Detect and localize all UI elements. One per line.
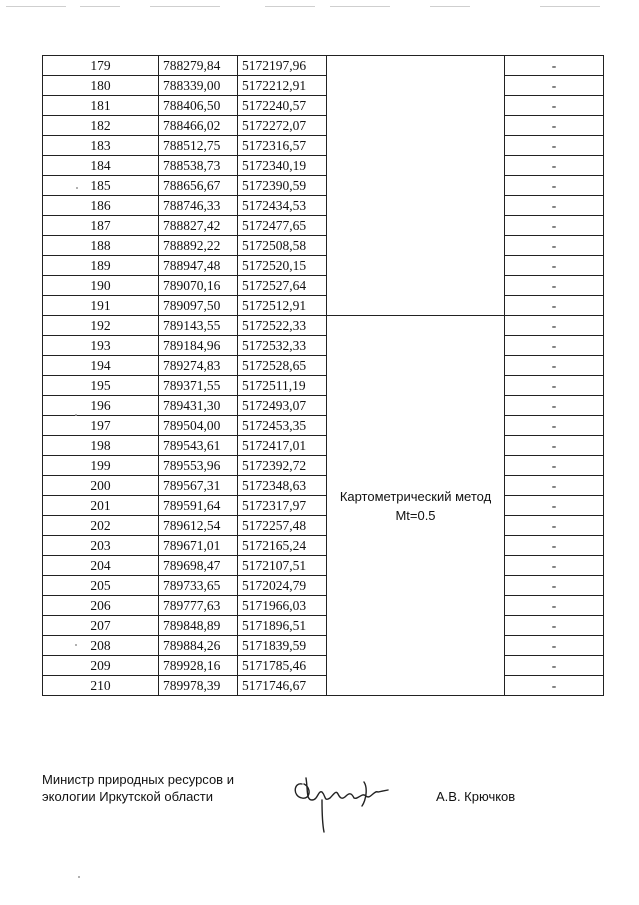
table-row	[43, 656, 604, 676]
point-number-cell: 184	[43, 156, 159, 176]
x-coordinate-cell: 789543,61	[159, 436, 238, 456]
point-number-cell: 203	[43, 536, 159, 556]
description-cell: -	[505, 256, 604, 276]
table-row	[43, 416, 604, 436]
table-row	[43, 476, 604, 496]
x-coordinate-cell: 789698,47	[159, 556, 238, 576]
y-coordinate-cell: 5172493,07	[238, 396, 327, 416]
x-coordinate-cell: 789848,89	[159, 616, 238, 636]
point-number-cell: 180	[43, 76, 159, 96]
point-number-cell: 179	[43, 56, 159, 76]
description-cell: -	[505, 316, 604, 336]
point-number-cell: 202	[43, 516, 159, 536]
y-coordinate-cell: 5172477,65	[238, 216, 327, 236]
description-cell: -	[505, 296, 604, 316]
point-number-cell: 209	[43, 656, 159, 676]
point-number-cell: 186	[43, 196, 159, 216]
y-coordinate-cell: 5172340,19	[238, 156, 327, 176]
method-cell-empty	[327, 56, 505, 316]
y-coordinate-cell: 5172511,19	[238, 376, 327, 396]
x-coordinate-cell: 788538,73	[159, 156, 238, 176]
point-number-cell: 190	[43, 276, 159, 296]
method-precision: Mt=0.5	[395, 507, 436, 523]
description-cell: -	[505, 56, 604, 76]
y-coordinate-cell: 5172165,24	[238, 536, 327, 556]
table-row	[43, 156, 604, 176]
x-coordinate-cell: 789733,65	[159, 576, 238, 596]
table-row	[43, 236, 604, 256]
x-coordinate-cell: 788512,75	[159, 136, 238, 156]
table-row	[43, 516, 604, 536]
coordinates-table	[42, 55, 604, 696]
x-coordinate-cell: 789504,00	[159, 416, 238, 436]
x-coordinate-cell: 789671,01	[159, 536, 238, 556]
x-coordinate-cell: 788406,50	[159, 96, 238, 116]
description-cell: -	[505, 216, 604, 236]
table-row	[43, 676, 604, 696]
point-number-cell: 196	[43, 396, 159, 416]
table-row	[43, 596, 604, 616]
point-number-cell: 207	[43, 616, 159, 636]
y-coordinate-cell: 5172527,64	[238, 276, 327, 296]
table-row	[43, 436, 604, 456]
point-number-cell: 208	[43, 636, 159, 656]
description-cell: -	[505, 396, 604, 416]
table-row	[43, 216, 604, 236]
signer-name: А.В. Крючков	[436, 789, 516, 804]
y-coordinate-cell: 5172532,33	[238, 336, 327, 356]
x-coordinate-cell: 788466,02	[159, 116, 238, 136]
table-row	[43, 256, 604, 276]
table-row	[43, 116, 604, 136]
point-number-cell: 189	[43, 256, 159, 276]
point-number-cell: 183	[43, 136, 159, 156]
x-coordinate-cell: 788746,33	[159, 196, 238, 216]
table-row	[43, 576, 604, 596]
y-coordinate-cell: 5172522,33	[238, 316, 327, 336]
y-coordinate-cell: 5171896,51	[238, 616, 327, 636]
description-cell: -	[505, 576, 604, 596]
y-coordinate-cell: 5171746,67	[238, 676, 327, 696]
x-coordinate-cell: 788827,42	[159, 216, 238, 236]
point-number-cell: 206	[43, 596, 159, 616]
y-coordinate-cell: 5171966,03	[238, 596, 327, 616]
table-row	[43, 276, 604, 296]
handwritten-signature	[288, 770, 398, 835]
point-number-cell: 199	[43, 456, 159, 476]
point-number-cell: 198	[43, 436, 159, 456]
description-cell: -	[505, 356, 604, 376]
y-coordinate-cell: 5172392,72	[238, 456, 327, 476]
description-cell: -	[505, 656, 604, 676]
y-coordinate-cell: 5172453,35	[238, 416, 327, 436]
scan-speck	[76, 187, 78, 189]
description-cell: -	[505, 196, 604, 216]
x-coordinate-cell: 788279,84	[159, 56, 238, 76]
point-number-cell: 194	[43, 356, 159, 376]
x-coordinate-cell: 789553,96	[159, 456, 238, 476]
y-coordinate-cell: 5171839,59	[238, 636, 327, 656]
description-cell: -	[505, 496, 604, 516]
description-cell: -	[505, 476, 604, 496]
y-coordinate-cell: 5172212,91	[238, 76, 327, 96]
description-cell: -	[505, 676, 604, 696]
y-coordinate-cell: 5172240,57	[238, 96, 327, 116]
point-number-cell: 200	[43, 476, 159, 496]
table-row	[43, 76, 604, 96]
point-number-cell: 181	[43, 96, 159, 116]
point-number-cell: 193	[43, 336, 159, 356]
description-cell: -	[505, 596, 604, 616]
minister-title-line1: Министр природных ресурсов и	[42, 772, 234, 787]
y-coordinate-cell: 5172348,63	[238, 476, 327, 496]
table-row	[43, 536, 604, 556]
method-label: Картометрический метод	[339, 488, 492, 504]
description-cell: -	[505, 636, 604, 656]
y-coordinate-cell: 5172528,65	[238, 356, 327, 376]
point-number-cell: 205	[43, 576, 159, 596]
table-row	[43, 356, 604, 376]
table-row	[43, 496, 604, 516]
y-coordinate-cell: 5172257,48	[238, 516, 327, 536]
description-cell: -	[505, 136, 604, 156]
table-row	[43, 336, 604, 356]
y-coordinate-cell: 5172317,97	[238, 496, 327, 516]
x-coordinate-cell: 789884,26	[159, 636, 238, 656]
description-cell: -	[505, 416, 604, 436]
table-row	[43, 456, 604, 476]
point-number-cell: 195	[43, 376, 159, 396]
description-cell: -	[505, 236, 604, 256]
y-coordinate-cell: 5172508,58	[238, 236, 327, 256]
point-number-cell: 201	[43, 496, 159, 516]
point-number-cell: 192	[43, 316, 159, 336]
table-row	[43, 376, 604, 396]
y-coordinate-cell: 5172272,07	[238, 116, 327, 136]
description-cell: -	[505, 556, 604, 576]
y-coordinate-cell: 5172434,53	[238, 196, 327, 216]
description-cell: -	[505, 456, 604, 476]
description-cell: -	[505, 116, 604, 136]
table-row	[43, 176, 604, 196]
table-row	[43, 316, 604, 336]
description-cell: -	[505, 336, 604, 356]
x-coordinate-cell: 789371,55	[159, 376, 238, 396]
x-coordinate-cell: 789612,54	[159, 516, 238, 536]
y-coordinate-cell: 5172107,51	[238, 556, 327, 576]
y-coordinate-cell: 5172316,57	[238, 136, 327, 156]
y-coordinate-cell: 5172512,91	[238, 296, 327, 316]
x-coordinate-cell: 788339,00	[159, 76, 238, 96]
table-row	[43, 396, 604, 416]
table-row	[43, 136, 604, 156]
point-number-cell: 187	[43, 216, 159, 236]
description-cell: -	[505, 96, 604, 116]
point-number-cell: 204	[43, 556, 159, 576]
point-number-cell: 210	[43, 676, 159, 696]
x-coordinate-cell: 789143,55	[159, 316, 238, 336]
y-coordinate-cell: 5172197,96	[238, 56, 327, 76]
minister-title	[42, 771, 234, 805]
y-coordinate-cell: 5172390,59	[238, 176, 327, 196]
x-coordinate-cell: 788947,48	[159, 256, 238, 276]
description-cell: -	[505, 176, 604, 196]
description-cell: -	[505, 536, 604, 556]
y-coordinate-cell: 5171785,46	[238, 656, 327, 676]
point-number-cell: 185	[43, 176, 159, 196]
x-coordinate-cell: 789591,64	[159, 496, 238, 516]
scan-speck	[75, 414, 77, 416]
table-row	[43, 616, 604, 636]
description-cell: -	[505, 616, 604, 636]
table-row	[43, 196, 604, 216]
x-coordinate-cell: 789070,16	[159, 276, 238, 296]
table-row	[43, 96, 604, 116]
x-coordinate-cell: 788892,22	[159, 236, 238, 256]
point-number-cell: 188	[43, 236, 159, 256]
description-cell: -	[505, 516, 604, 536]
y-coordinate-cell: 5172417,01	[238, 436, 327, 456]
table-row	[43, 56, 604, 76]
x-coordinate-cell: 789978,39	[159, 676, 238, 696]
scan-speck	[78, 876, 80, 878]
x-coordinate-cell: 789928,16	[159, 656, 238, 676]
method-cell	[327, 316, 505, 696]
x-coordinate-cell: 789184,96	[159, 336, 238, 356]
coordinates-table-body	[43, 56, 604, 696]
description-cell: -	[505, 156, 604, 176]
description-cell: -	[505, 76, 604, 96]
x-coordinate-cell: 789777,63	[159, 596, 238, 616]
point-number-cell: 191	[43, 296, 159, 316]
y-coordinate-cell: 5172520,15	[238, 256, 327, 276]
x-coordinate-cell: 789274,83	[159, 356, 238, 376]
x-coordinate-cell: 788656,67	[159, 176, 238, 196]
x-coordinate-cell: 789097,50	[159, 296, 238, 316]
table-row	[43, 296, 604, 316]
scan-top-marks	[0, 6, 639, 8]
scan-speck	[75, 644, 77, 646]
description-cell: -	[505, 376, 604, 396]
x-coordinate-cell: 789431,30	[159, 396, 238, 416]
table-row	[43, 556, 604, 576]
description-cell: -	[505, 276, 604, 296]
x-coordinate-cell: 789567,31	[159, 476, 238, 496]
y-coordinate-cell: 5172024,79	[238, 576, 327, 596]
minister-title-line2: экологии Иркутской области	[42, 789, 214, 804]
point-number-cell: 182	[43, 116, 159, 136]
table-row	[43, 636, 604, 656]
point-number-cell: 197	[43, 416, 159, 436]
description-cell: -	[505, 436, 604, 456]
